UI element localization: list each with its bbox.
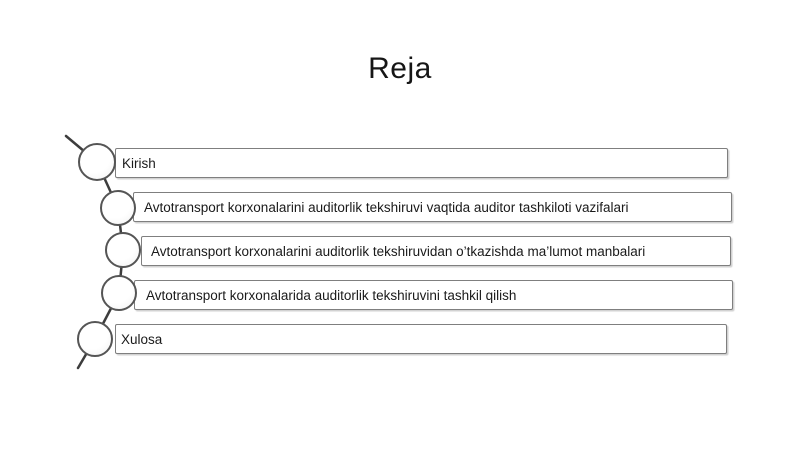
- list-item-label: Kirish: [122, 155, 156, 171]
- item-circle-marker: [101, 275, 137, 311]
- item-circle-marker: [100, 190, 136, 226]
- item-circle-marker: [105, 232, 141, 268]
- item-circle-marker: [78, 143, 116, 181]
- list-item-label: Avtotransport korxonalarini auditorlik tekshiruvi vaqtida auditor tashkiloti vazifalari: [144, 199, 629, 215]
- list-item-label: Avtotransport korxonalarida auditorlik tekshiruvini tashkil qilish: [146, 287, 517, 303]
- list-item-label: Avtotransport korxonalarini auditorlik tekshiruvidan o’tkazishda ma’lumot manbalari: [151, 243, 646, 259]
- list-item: [141, 236, 731, 266]
- page-title: Reja: [368, 52, 432, 85]
- list-item: [115, 148, 728, 178]
- list-item: [134, 280, 733, 310]
- list-item: [133, 192, 732, 222]
- list-item-label: Xulosa: [121, 331, 163, 347]
- list-item: [115, 324, 727, 354]
- item-circle-marker: [77, 321, 113, 357]
